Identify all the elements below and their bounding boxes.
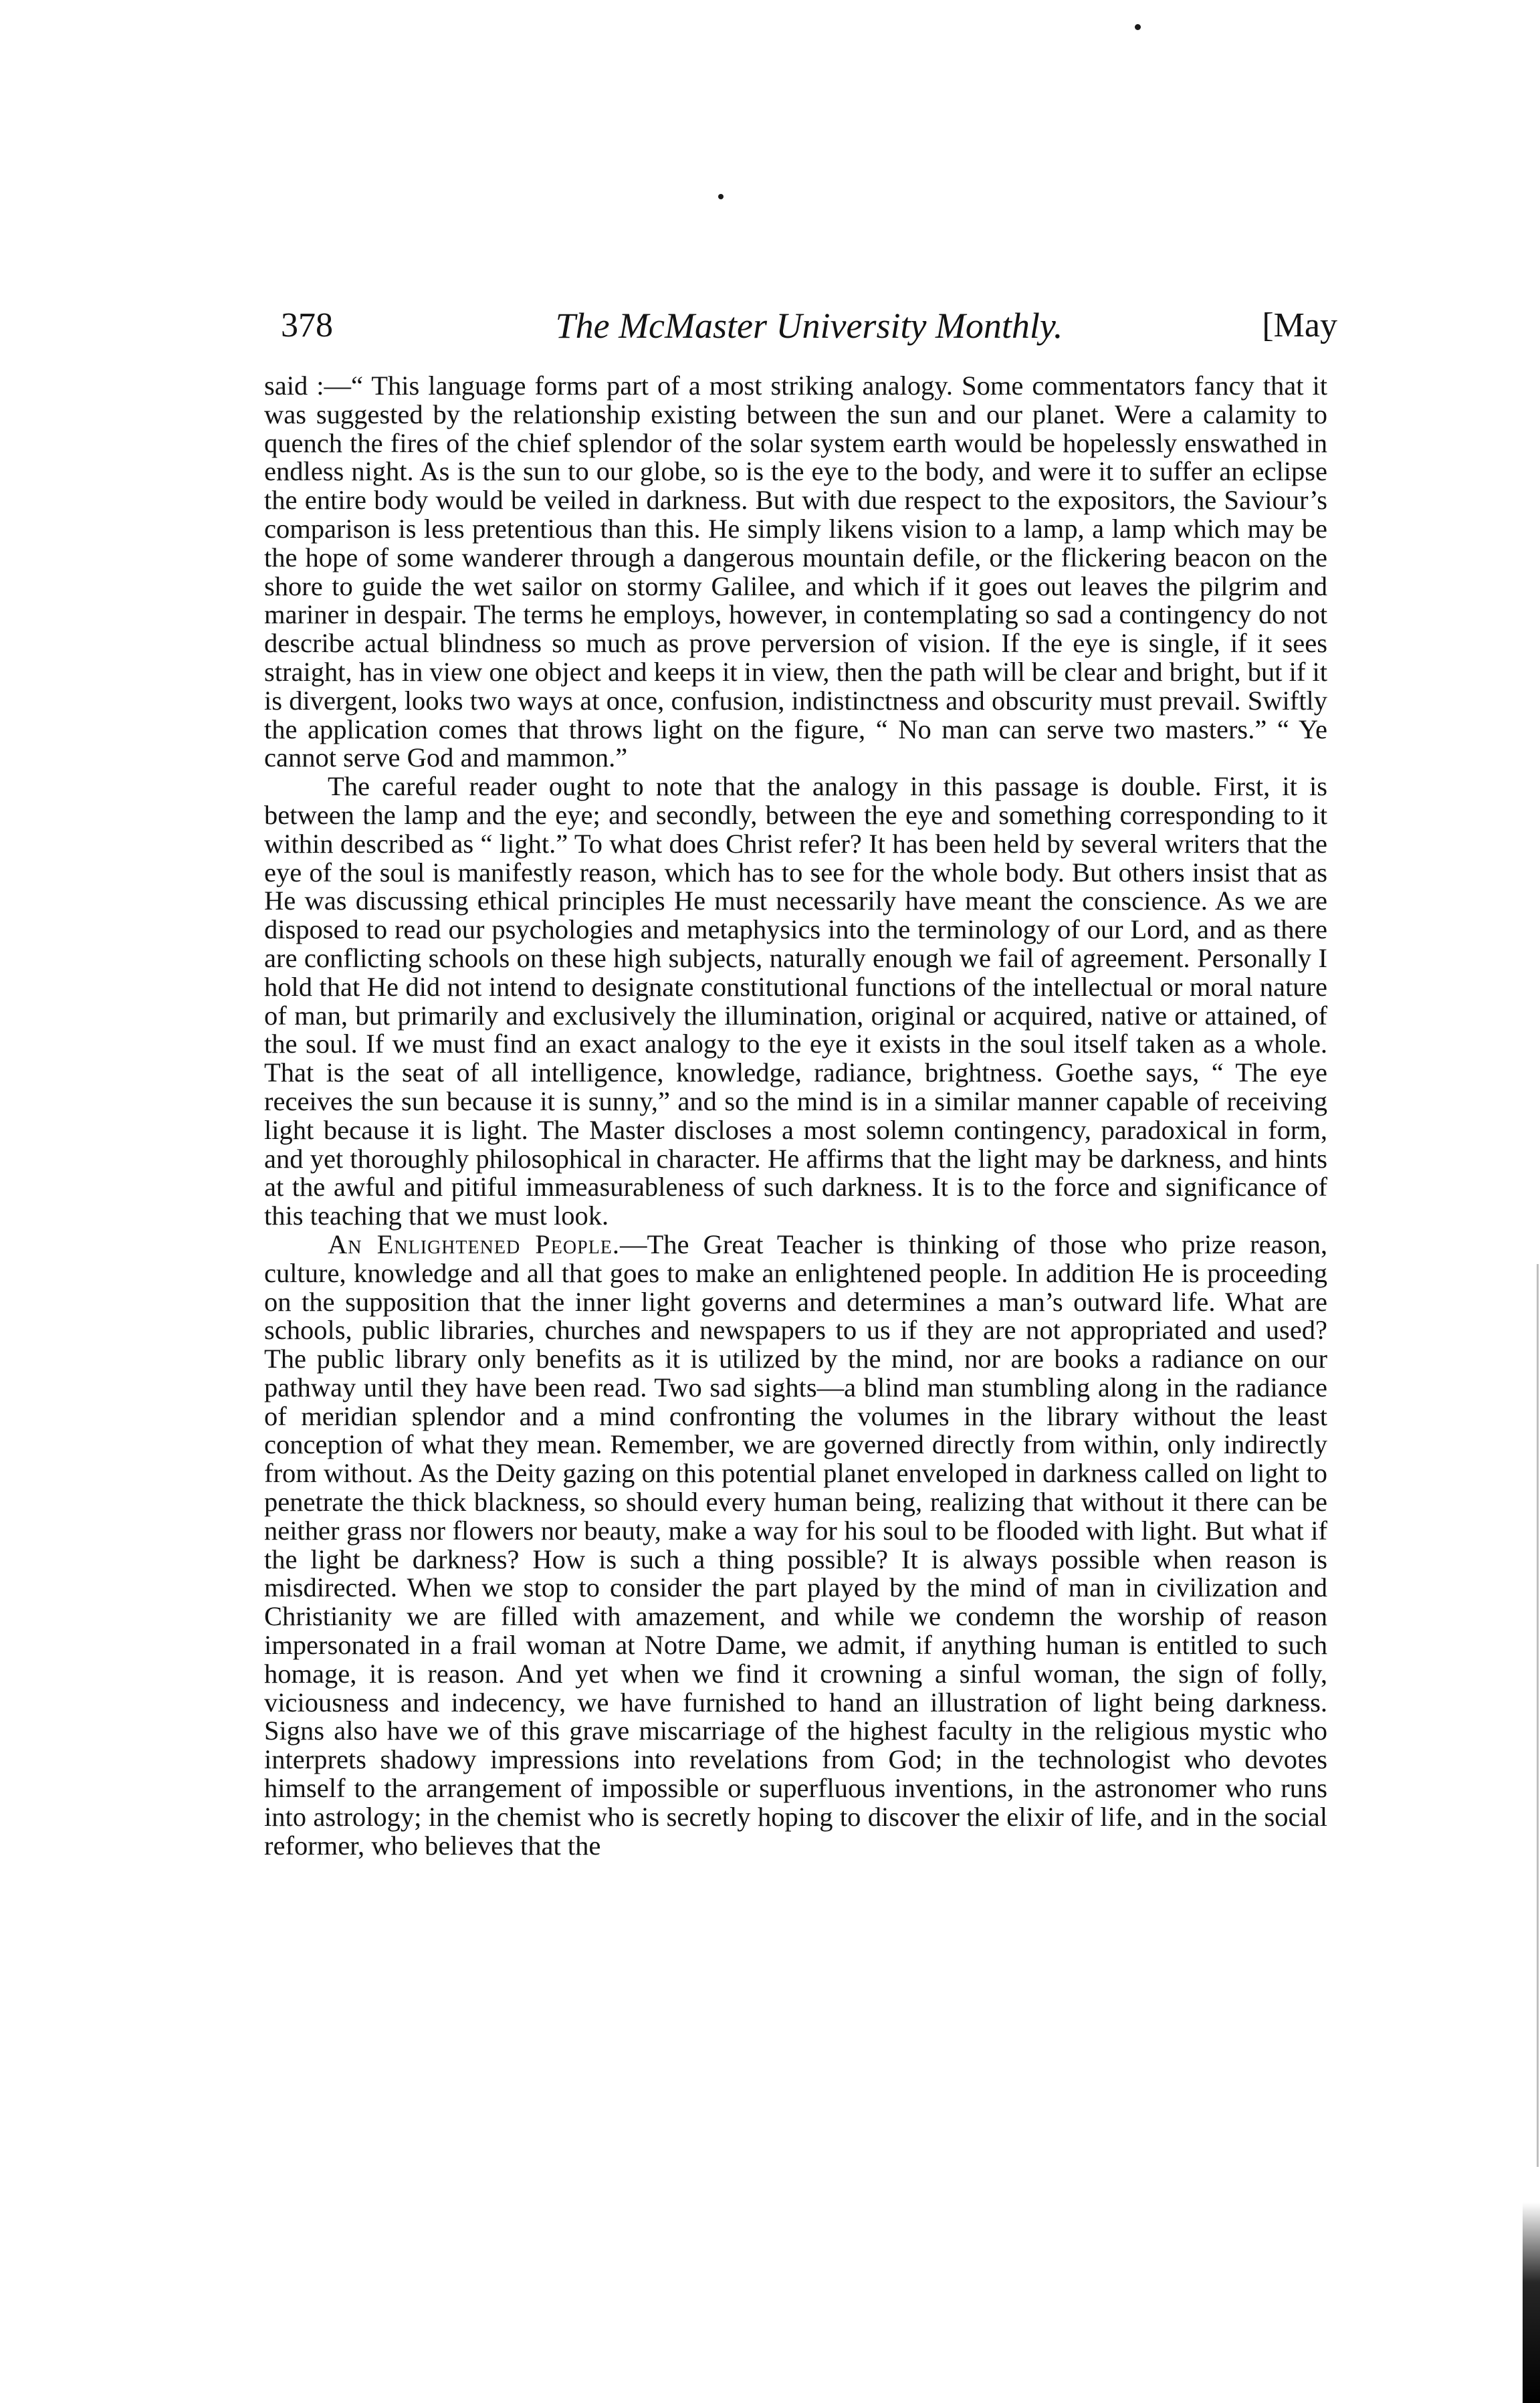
article-body xyxy=(264,372,1327,1860)
ink-speck xyxy=(1135,24,1141,30)
paragraph-3-text: —The Great Teacher is thinking of those who prize reason, culture, knowledge and all that goes to make an enlightened people. In addition He is proceeding on the supposition that the inner light governs and determines a man’s outward life. What are schools, public libraries, churches and newspapers to us if they are not appropriated and used? The public library only benefits as it is utilized by the mind, nor are books a radiance on our pathway until they have been read. Two sad sights—a blind man stumbling along in the radiance of meridian splendor and a mind confronting the volumes in the library without the least conception of what they mean. Remember, we are governed directly from within, only indirectly from without. As the Deity gazing on this potential planet enveloped in darkness called on light to penetrate the thick blackness, so should every human being, realizing that without it there can be neither grass nor flowers nor beauty, make a way for his soul to be flooded with light. But what if the light be darkness? How is such a thing possible? It is always possible when reason is misdirected. When we stop to consider the part played by the mind of man in civilization and Christianity we are filled with amazement, and while we condemn the worship of reason impersonated in a frail woman at Notre Dame, we admit, if anything human is entitled to such homage, it is reason. And yet when we find it crowning a sinful woman, the sign of folly, viciousness and indecency, we have furnished to hand an illustration of light being darkness. Signs also have we of this grave miscarriage of the highest faculty in the religious mystic who interprets shadowy impressions into revelations from God; in the technologist who devotes himself to the arrangement of impossible or superfluous inventions, in the astronomer who runs into astrology; in the chemist who is secretly hoping to discover the elixir of life, and in the social reformer, who believes that the xyxy=(264,1229,1327,1861)
section-heading: An Enlightened People. xyxy=(328,1229,621,1259)
paragraph-3 xyxy=(264,1231,1327,1861)
scan-edge-line xyxy=(1537,1264,1539,2167)
paragraph-1: said :—“ This language forms part of a most striking analogy. Some commentators fancy that it was suggested by the relationship existing between the sun and our planet. Were a calamity to quench the fires of the chief splendor of the solar system earth would be hopelessly enswathed in endless night. As is the sun to our globe, so is the eye to the body, and were it to suffer an eclipse the entire body would be veiled in darkness. But with due respect to the expositors, the Saviour’s comparison is less pretentious than this. He simply likens vision to a lamp, a lamp which may be the hope of some wanderer through a dangerous mountain defile, or the flickering beacon on the shore to guide the wet sailor on stormy Galilee, and which if it goes out leaves the pilgrim and mariner in despair. The terms he employs, however, in contemplating so sad a contingency do not describe actual blindness so much as prove perversion of vision. If the eye is single, if it sees straight, has in view one object and keeps it in view, then the path will be clear and bright, but if it is divergent, looks two ways at once, confusion, indistinctness and obscurity must prevail. Swiftly the application comes that throws light on the figure, “ No man can serve two masters.” “ Ye cannot serve God and mammon.” xyxy=(264,371,1327,773)
ink-speck xyxy=(718,194,724,199)
running-header xyxy=(281,302,1337,349)
scan-edge-shadow xyxy=(1523,2202,1540,2403)
page-number: 378 xyxy=(281,306,333,344)
paragraph-2: The careful reader ought to note that the analogy in this passage is double. First, it is between the lamp and the eye; and secondly, between the eye and something corresponding to it within described as “ light.” To what does Christ refer? It has been held by several writers that the eye of the soul is manifestly reason, which has to see for the whole body. But others insist that as He was discussing ethical principles He must necessarily have meant the conscience. As we are disposed to read our psychologies and metaphysics into the terminology of our Lord, and as there are conflicting schools on these high subjects, naturally enough we fail of agreement. Personally I hold that He did not intend to designate constitutional functions of the intellectual or moral nature of man, but primarily and exclusively the illumination, original or acquired, native or attained, of the soul. If we must find an exact analogy to the eye it exists in the soul itself taken as a whole. That is the seat of all intelligence, knowledge, radiance, brightness. Goethe says, “ The eye receives the sun because it is sunny,” and so the mind is in a similar manner capable of receiving light because it is light. The Master discloses a most solemn contingency, paradoxical in form, and yet thoroughly philosophical in character. He affirms that the light may be darkness, and hints at the awful and pitiful immeasurableness of such darkness. It is to the force and significance of this teaching that we must look. xyxy=(264,771,1327,1231)
running-title: The McMaster University Monthly. xyxy=(555,306,1063,346)
header-month: [May xyxy=(1262,306,1337,344)
